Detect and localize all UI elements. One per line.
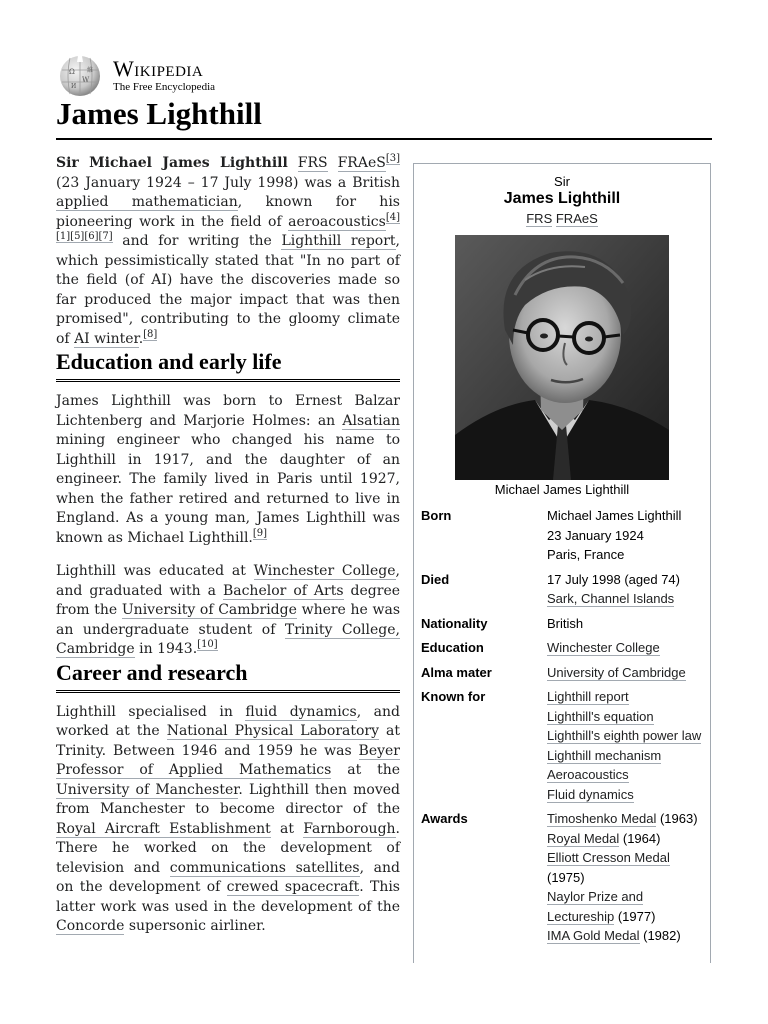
infobox-label: Nationality — [421, 615, 488, 631]
fluid-dynamics-link[interactable]: fluid dynamics — [245, 703, 357, 720]
aeroacoustics-link[interactable]: aeroacoustics — [288, 213, 386, 230]
known-for-link[interactable]: Lighthill mechanism — [547, 747, 662, 763]
frs-link[interactable]: FRS — [526, 211, 553, 226]
award-link[interactable]: IMA Gold Medal — [547, 928, 640, 943]
award-link[interactable]: Royal Medal — [547, 830, 620, 846]
award-link[interactable]: Timoshenko Medal — [547, 811, 657, 826]
citation-link[interactable]: [10] — [197, 639, 218, 651]
alma-mater-link[interactable]: University of Cambridge — [547, 664, 686, 680]
infobox-row-born — [414, 506, 710, 565]
bachelor-of-arts-link[interactable]: Bachelor of Arts — [222, 582, 344, 599]
career-paragraph: Lighthill specialised in fluid dynamics, and worked at the National Physical Laboratory at Trinity. Between 1946 and 1959 he was Beyer Professor of Applied Mathematics at the University of Manchester. Lighthill then moved from Manchester to become director of the Royal Aircraft Establishment at Farnborough. There he worked on the development of television and communications satellites, and on the development of crewed spacecraft. This latter work was used in the development of the Concorde supersonic airliner. — [56, 703, 401, 934]
article-body — [56, 154, 400, 937]
infobox-honorific-suffix — [414, 211, 710, 227]
award-link[interactable]: Elliott Cresson Medal — [547, 850, 670, 865]
royal-aircraft-establishment-link[interactable]: Royal Aircraft Establishment — [56, 820, 271, 837]
section-heading-career: Career and research — [56, 660, 400, 693]
citation-link[interactable]: [7] — [98, 231, 113, 243]
infobox-row-known-for — [414, 687, 710, 804]
svg-text:Ω: Ω — [69, 68, 75, 76]
birth-place: Paris, France — [547, 547, 625, 562]
farnborough-link[interactable]: Farnborough — [303, 820, 396, 837]
wikipedia-tagline: The Free Encyclopedia — [113, 80, 216, 93]
wikipedia-wordmark: Wikipedia — [113, 55, 204, 81]
communications-satellites-link[interactable]: communications satellites — [169, 859, 360, 876]
npl-link[interactable]: National Physical Laboratory — [166, 723, 380, 739]
infobox-row-nationality — [414, 614, 710, 634]
known-for-link[interactable]: Lighthill's equation — [547, 708, 654, 724]
svg-text:W: W — [82, 76, 90, 84]
infobox-label: Awards — [421, 811, 468, 826]
wikipedia-logo[interactable] — [56, 52, 215, 98]
crewed-spacecraft-link[interactable]: crewed spacecraft — [226, 879, 360, 895]
infobox — [413, 163, 711, 963]
lighthill-report-link[interactable]: Lighthill report — [281, 233, 396, 249]
citation-link[interactable]: [8] — [143, 328, 158, 340]
education-link[interactable]: Winchester College — [547, 640, 660, 655]
university-of-manchester-link[interactable]: University of Manchester — [56, 781, 239, 798]
svg-text:И: И — [71, 83, 77, 90]
citation-link[interactable]: [5] — [70, 231, 85, 243]
infobox-label: Known for — [421, 689, 486, 704]
frs-link[interactable]: FRS — [297, 155, 328, 171]
applied-mathematician-link[interactable]: applied mathematician — [56, 194, 238, 210]
citation-link[interactable]: [9] — [252, 527, 268, 539]
education-paragraph-2: Lighthill was educated at Winchester College, and graduated with a Bachelor of Arts degree from the University of Cambridge where he was an undergraduate student of Trinity College, Cambridge in 1943.[10] — [56, 563, 401, 657]
portrait-photo[interactable] — [455, 235, 669, 480]
section-heading-education: Education and early life — [56, 349, 400, 382]
death-place-link[interactable]: Sark, Channel Islands — [547, 591, 675, 606]
subject-name: Sir Michael James Lighthill — [56, 155, 288, 171]
known-for-link[interactable]: Fluid dynamics — [547, 786, 634, 802]
education-paragraph-1: James Lighthill was born to Ernest Balzar Lichtenberg and Marjorie Holmes: an Alsatian mining engineer who changed his name to Lighthill in 1917, and the daughter of an engineer. The family lived in Paris until 1927, when the father retired and returned to live in England. As a young man, James Lighthill was known as Michael Lighthill.[9] — [56, 393, 400, 546]
infobox-label: Alma mater — [421, 664, 492, 680]
page-title: James Lighthill — [56, 96, 712, 140]
citation-link[interactable]: [3] — [385, 153, 401, 165]
infobox-row-alma-mater — [414, 663, 710, 683]
infobox-label: Died — [421, 571, 450, 587]
nationality-value: British — [547, 615, 584, 631]
birth-date: 23 January 1924 — [547, 527, 644, 543]
intro-paragraph: Sir Michael James Lighthill FRS FRAeS[3] (23 January 1924 – 17 July 1998) was a British applied mathematician, known for his pioneering work in the field of aeroacoustics[4][1][5][6][7] and for writing the Lighthill report, which pessimistically stated that "In no part of the field (of AI) have the discoveries made so far produced the major impact that was then promised", contributing to the gloomy climate of AI winter.[8] — [56, 153, 401, 347]
citation-link[interactable]: [6] — [84, 231, 99, 243]
infobox-row-education — [414, 638, 710, 658]
beyer-professor-link[interactable]: Beyer Professor of Applied Mathematics — [56, 742, 400, 778]
infobox-row-awards: Awards Timoshenko Medal (1963) Royal Medal (1964) Elliott Cresson Medal (1975) Naylor Prize and Lectureship (1977) IMA Gold Medal (1982) — [414, 809, 710, 946]
known-for-link[interactable]: Lighthill's eighth power law — [547, 728, 702, 743]
alsatian-link[interactable]: Alsatian — [342, 412, 400, 429]
known-for-link[interactable]: Lighthill report — [547, 689, 629, 704]
svg-text:維: 維 — [87, 67, 94, 74]
winchester-college-link[interactable]: Winchester College — [253, 563, 396, 579]
fraes-link[interactable]: FRAeS — [555, 211, 598, 226]
infobox-row-died — [414, 570, 710, 609]
concorde-link[interactable]: Concorde — [56, 918, 125, 934]
ai-winter-link[interactable]: AI winter — [74, 330, 139, 347]
known-for-link[interactable]: Aeroacoustics — [547, 767, 629, 782]
wikipedia-globe-icon — [56, 52, 104, 98]
infobox-name: James Lighthill — [503, 190, 621, 207]
citation-link[interactable]: [1] — [56, 231, 71, 243]
death-date: 17 July 1998 (aged 74) — [547, 571, 680, 587]
fraes-link[interactable]: FRAeS — [337, 155, 386, 171]
infobox-label: Education — [421, 640, 484, 655]
portrait-caption: Michael James Lighthill — [494, 482, 630, 497]
infobox-label: Born — [421, 508, 452, 523]
birth-name: Michael James Lighthill — [547, 508, 682, 523]
award-link[interactable]: Naylor Prize and Lectureship — [547, 889, 644, 924]
citation-link[interactable]: [4] — [385, 211, 400, 223]
infobox-honorific-prefix: Sir — [554, 174, 570, 189]
university-of-cambridge-link[interactable]: University of Cambridge — [121, 602, 297, 618]
trinity-college-link[interactable]: Trinity College, Cambridge — [56, 621, 400, 657]
